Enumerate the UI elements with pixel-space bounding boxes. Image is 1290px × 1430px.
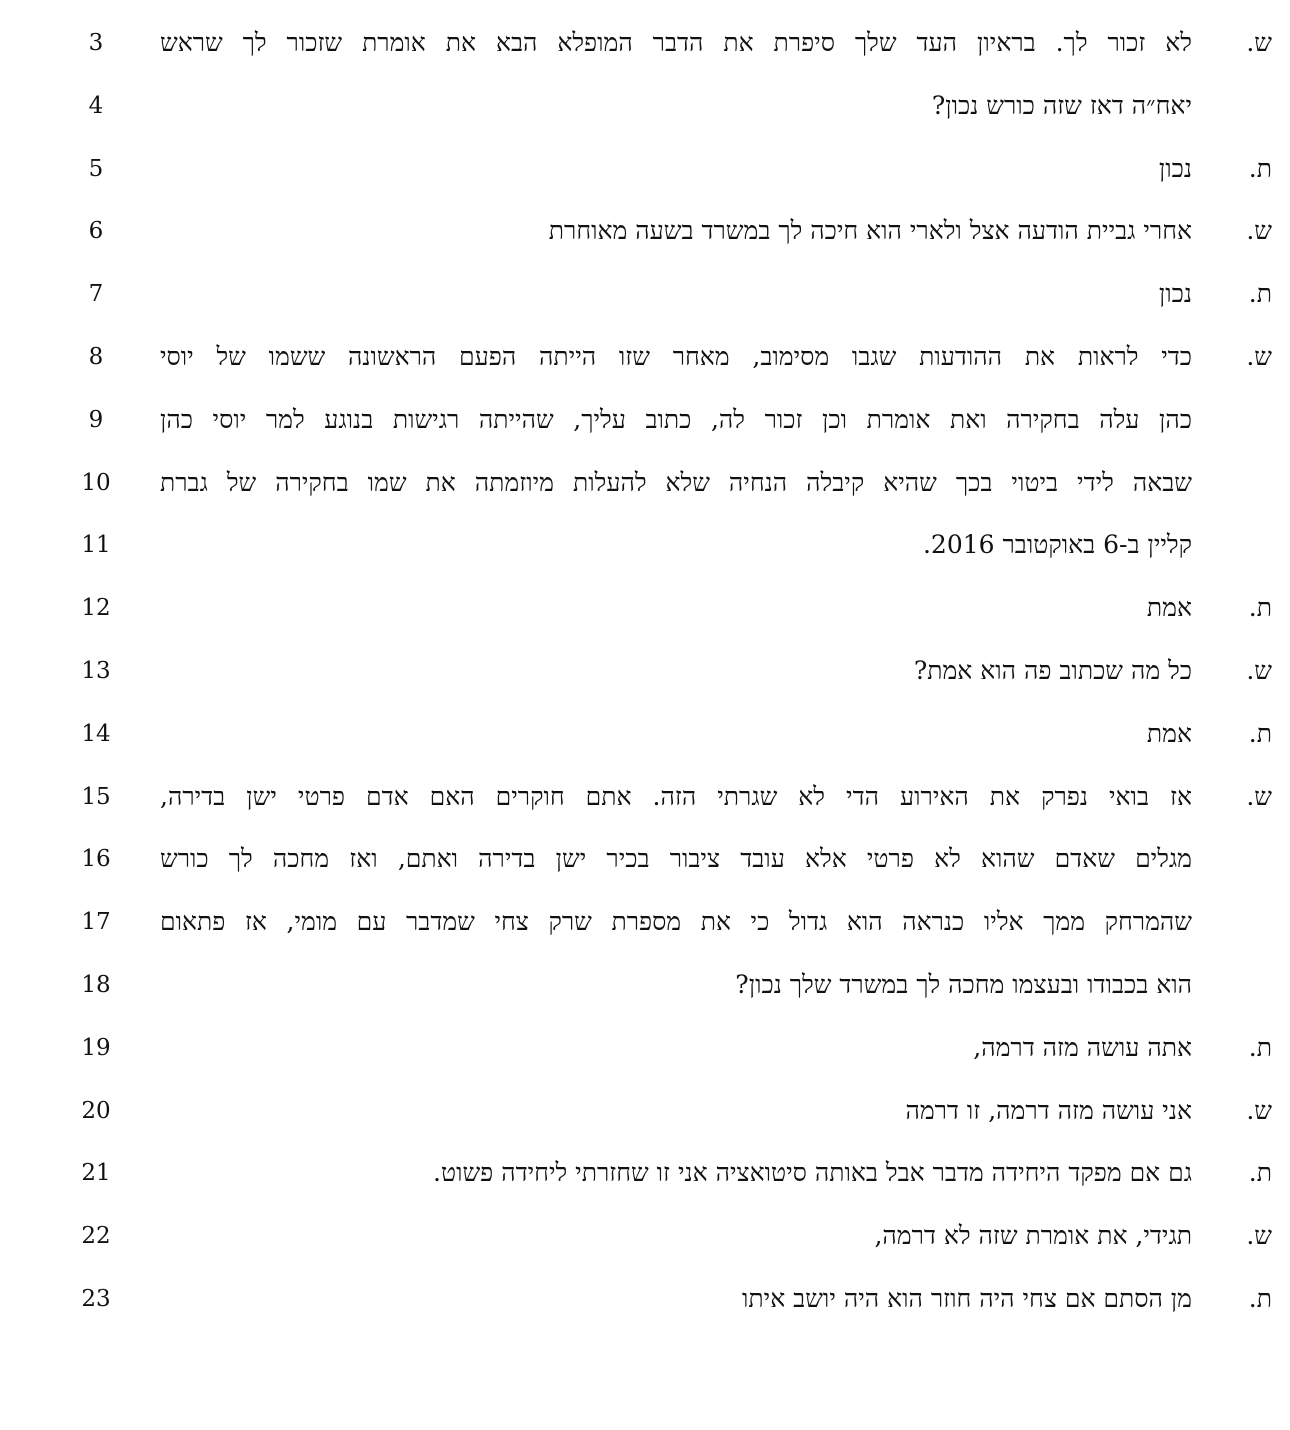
transcript-line	[0, 828, 1290, 891]
transcript-line	[0, 389, 1290, 452]
line-number: 18	[81, 971, 111, 998]
line-text: אתה עושה מזה דרמה,	[973, 1032, 1192, 1062]
line-number: 12	[81, 595, 111, 622]
line-text: מגלים שאדם שהוא לא פרטי אלא עובד ציבור בכיר ישן בדירה ואתם, ואז מחכה לך כורש	[160, 844, 1192, 874]
line-text: אמת	[1146, 718, 1192, 748]
transcript-line	[0, 326, 1290, 389]
line-text: נכון	[1158, 153, 1192, 183]
speaker-label: ש.	[1246, 341, 1272, 371]
transcript-line	[0, 766, 1290, 829]
transcript-line	[0, 200, 1290, 263]
line-number: 4	[88, 92, 104, 119]
line-number: 16	[81, 846, 111, 873]
line-text: מן הסתם אם צחי היה חוזר הוא היה יושב איתו	[742, 1283, 1192, 1313]
line-text: כדי לראות את ההודעות שגבו מסימוב, מאחר שזו הייתה הפעם הראשונה ששמו של יוסי	[160, 341, 1192, 371]
line-number: 5	[88, 155, 104, 182]
speaker-label: ת.	[1248, 593, 1272, 623]
line-text: שבאה לידי ביטוי בכך שהיא קיבלה הנחיה שלא להעלות מיוזמתה את שמו בחקירה של גברת	[160, 467, 1192, 497]
line-number: 15	[81, 783, 111, 810]
transcript-line	[0, 1205, 1290, 1268]
transcript-line	[0, 703, 1290, 766]
line-number: 13	[81, 657, 111, 684]
line-text: הוא בכבודו ובעצמו מחכה לך במשרד שלך נכון?	[735, 969, 1192, 999]
speaker-label: ת.	[1248, 1283, 1272, 1313]
line-number: 21	[81, 1160, 111, 1187]
transcript-line	[0, 75, 1290, 138]
line-text: אז בואי נפרק את האירוע הדי לא שגרתי הזה. אתם חוקרים האם אדם פרטי ישן בדירה,	[160, 781, 1192, 811]
speaker-label: ש.	[1246, 1095, 1272, 1125]
line-number: 20	[81, 1097, 111, 1124]
speaker-label: ת.	[1248, 153, 1272, 183]
speaker-label	[1232, 514, 1272, 577]
transcript-line	[0, 263, 1290, 326]
transcript-line	[0, 1268, 1290, 1331]
transcript-page	[0, 12, 1290, 1331]
line-text: גם אם מפקד היחידה מדבר אבל באותה סיטואציה אני זו שחזרתי ליחידה פשוט.	[433, 1158, 1192, 1188]
transcript-line	[0, 954, 1290, 1017]
line-text: כהן עלה בחקירה ואת אומרת וכן זכור לה, כתוב עליך, שהייתה רגישות בנוגע למר יוסי כהן	[160, 404, 1192, 434]
line-number: 22	[81, 1223, 111, 1250]
transcript-line	[0, 577, 1290, 640]
speaker-label	[1232, 389, 1272, 452]
line-number: 3	[88, 30, 104, 56]
transcript-line	[0, 640, 1290, 703]
speaker-label	[1232, 452, 1272, 515]
line-number: 23	[81, 1285, 111, 1312]
speaker-label: ש.	[1246, 655, 1272, 685]
speaker-label: ת.	[1248, 718, 1272, 748]
transcript-line	[0, 1142, 1290, 1205]
transcript-line	[0, 514, 1290, 577]
speaker-label: ת.	[1248, 1032, 1272, 1062]
transcript-line	[0, 1017, 1290, 1080]
speaker-label	[1232, 75, 1272, 138]
speaker-label	[1232, 828, 1272, 891]
line-number: 8	[88, 343, 104, 370]
speaker-label: ש.	[1246, 216, 1272, 246]
line-number: 10	[81, 469, 111, 496]
line-number: 14	[81, 720, 111, 747]
line-text: נכון	[1158, 279, 1192, 309]
transcript-line	[0, 12, 1290, 75]
speaker-label: ש.	[1246, 28, 1272, 57]
line-text: קליין ב-6 באוקטובר 2016.	[922, 530, 1192, 560]
speaker-label	[1232, 954, 1272, 1017]
speaker-label	[1232, 891, 1272, 954]
line-text: לא זכור לך. בראיון העד שלך סיפרת את הדבר המופלא הבא את אומרת שזכור לך שראש	[160, 28, 1192, 57]
line-number: 7	[88, 281, 104, 308]
transcript-line	[0, 1080, 1290, 1143]
speaker-label: ש.	[1246, 1221, 1272, 1251]
speaker-label: ש.	[1246, 781, 1272, 811]
line-number: 19	[81, 1034, 111, 1061]
line-number: 11	[81, 532, 111, 559]
line-text: אמת	[1146, 593, 1192, 623]
line-text: יאח״ה דאז שזה כורש נכון?	[931, 90, 1192, 120]
line-number: 6	[88, 218, 104, 245]
line-text: תגידי, את אומרת שזה לא דרמה,	[874, 1221, 1192, 1251]
line-text: אחרי גביית הודעה אצל ולארי הוא חיכה לך במשרד בשעה מאוחרת	[548, 216, 1192, 246]
transcript-line	[0, 138, 1290, 201]
line-text: אני עושה מזה דרמה, זו דרמה	[905, 1095, 1192, 1125]
line-number: 9	[88, 406, 104, 433]
transcript-line	[0, 452, 1290, 515]
line-number: 17	[81, 909, 111, 936]
transcript-line	[0, 891, 1290, 954]
line-text: שהמרחק ממך אליו כנראה הוא גדול כי את מספרת שרק צחי שמדבר עם מומי, אז פתאום	[160, 907, 1192, 937]
line-text: כל מה שכתוב פה הוא אמת?	[913, 655, 1192, 685]
speaker-label: ת.	[1248, 279, 1272, 309]
speaker-label: ת.	[1248, 1158, 1272, 1188]
